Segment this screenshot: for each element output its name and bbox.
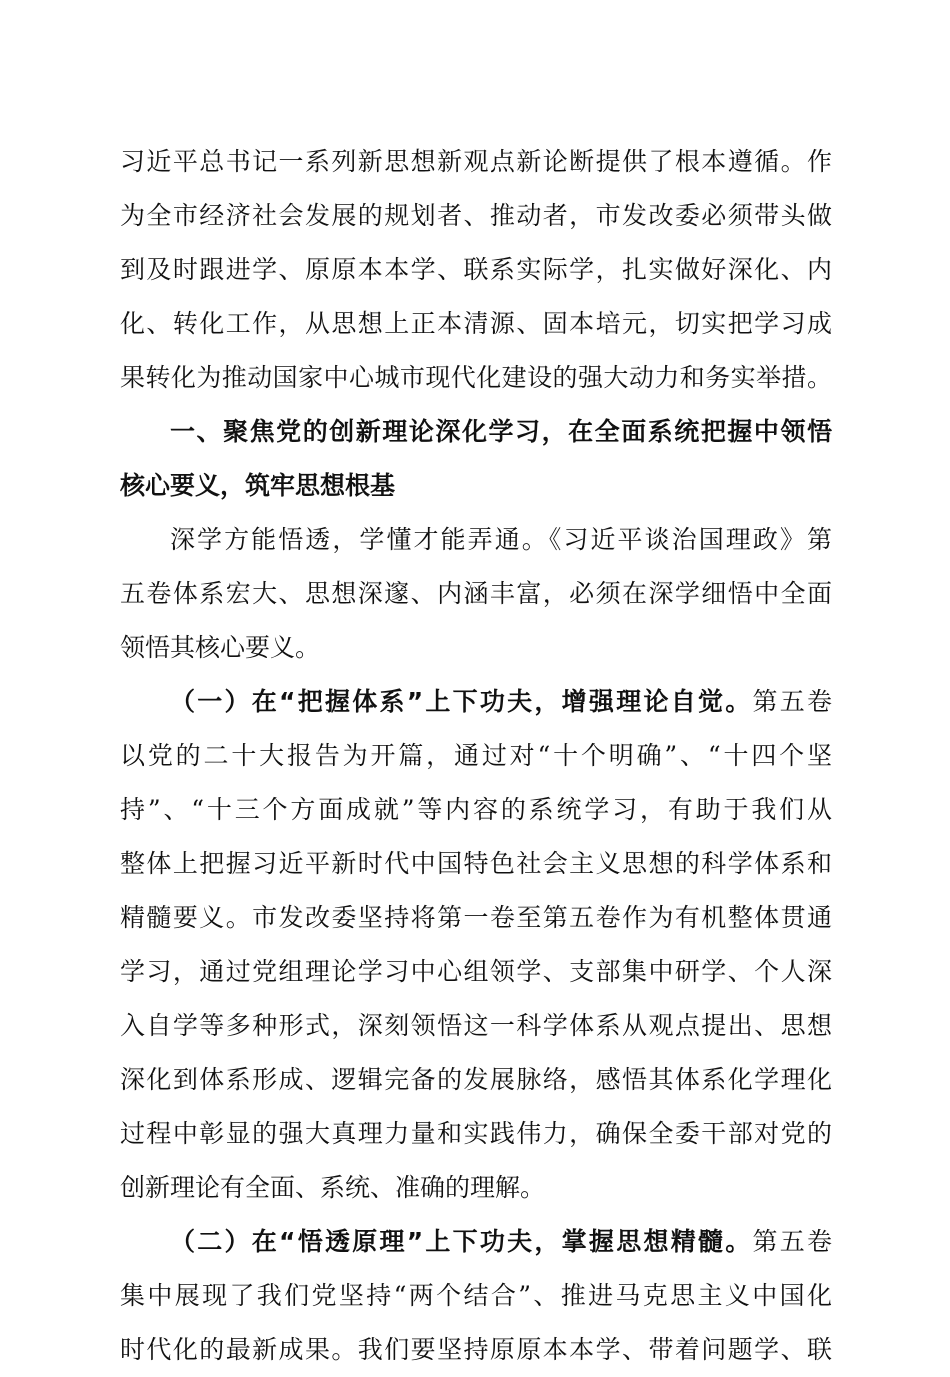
- text-line: 到及时跟进学、原原本本学、联系实际学，扎实做好深化、内: [120, 255, 832, 284]
- text-line: 领悟其核心要义。: [120, 633, 321, 662]
- text-line: 学习，通过党组理论学习中心组领学、支部集中研学、个人深: [120, 957, 832, 986]
- subsection-first-line: [120, 675, 832, 729]
- subsection-first-text: 第五卷: [752, 1227, 832, 1256]
- section-heading-one: [120, 405, 832, 513]
- subsection-title: （二）在“悟透原理”上下功夫，掌握思想精髓。: [170, 1227, 753, 1256]
- subsection-two: [120, 1215, 832, 1377]
- text-line: 果转化为推动国家中心城市现代化建设的强大动力和务实举措。: [120, 363, 832, 392]
- text-line: 精髓要义。市发改委坚持将第一卷至第五卷作为有机整体贯通: [120, 903, 832, 932]
- text-line: 以党的二十大报告为开篇，通过对“十个明确”、“十四个坚: [120, 741, 832, 770]
- paragraph-intro: [120, 135, 832, 405]
- text-line: 时代化的最新成果。我们要坚持原原本本学、带着问题学、联: [120, 1335, 832, 1364]
- text-line: 集中展现了我们党坚持“两个结合”、推进马克思主义中国化: [120, 1281, 832, 1310]
- subsection-first-line: [120, 1215, 832, 1269]
- text-line: 深化到体系形成、逻辑完备的发展脉络，感悟其体系化学理化: [120, 1065, 832, 1094]
- text-line: 入自学等多种形式，深刻领悟这一科学体系从观点提出、思想: [120, 1011, 832, 1040]
- paragraph-section-intro: [120, 513, 832, 675]
- text-line: 深学方能悟透，学懂才能弄通。《习近平谈治国理政》第: [170, 525, 832, 554]
- text-line: 过程中彰显的强大真理力量和实践伟力，确保全委干部对党的: [120, 1119, 832, 1148]
- document-page: [120, 135, 832, 1377]
- text-line: 习近平总书记一系列新思想新观点新论断提供了根本遵循。作: [120, 147, 832, 176]
- subsection-title: （一）在“把握体系”上下功夫，增强理论自觉。: [170, 687, 753, 716]
- text-line: 整体上把握习近平新时代中国特色社会主义思想的科学体系和: [120, 849, 832, 878]
- heading-line: 核心要义，筑牢思想根基: [120, 471, 396, 500]
- text-line: 化、转化工作，从思想上正本清源、固本培元，切实把学习成: [120, 309, 832, 338]
- text-line: 为全市经济社会发展的规划者、推动者，市发改委必须带头做: [120, 201, 832, 230]
- text-line: 创新理论有全面、系统、准确的理解。: [120, 1173, 546, 1202]
- subsection-one: [120, 675, 832, 1215]
- text-line: 五卷体系宏大、思想深邃、内涵丰富，必须在深学细悟中全面: [120, 579, 832, 608]
- text-line: 持”、“十三个方面成就”等内容的系统学习，有助于我们从: [120, 795, 832, 824]
- heading-line: 一、聚焦党的创新理论深化学习，在全面系统把握中领悟: [170, 417, 832, 446]
- subsection-first-text: 第五卷: [752, 687, 832, 716]
